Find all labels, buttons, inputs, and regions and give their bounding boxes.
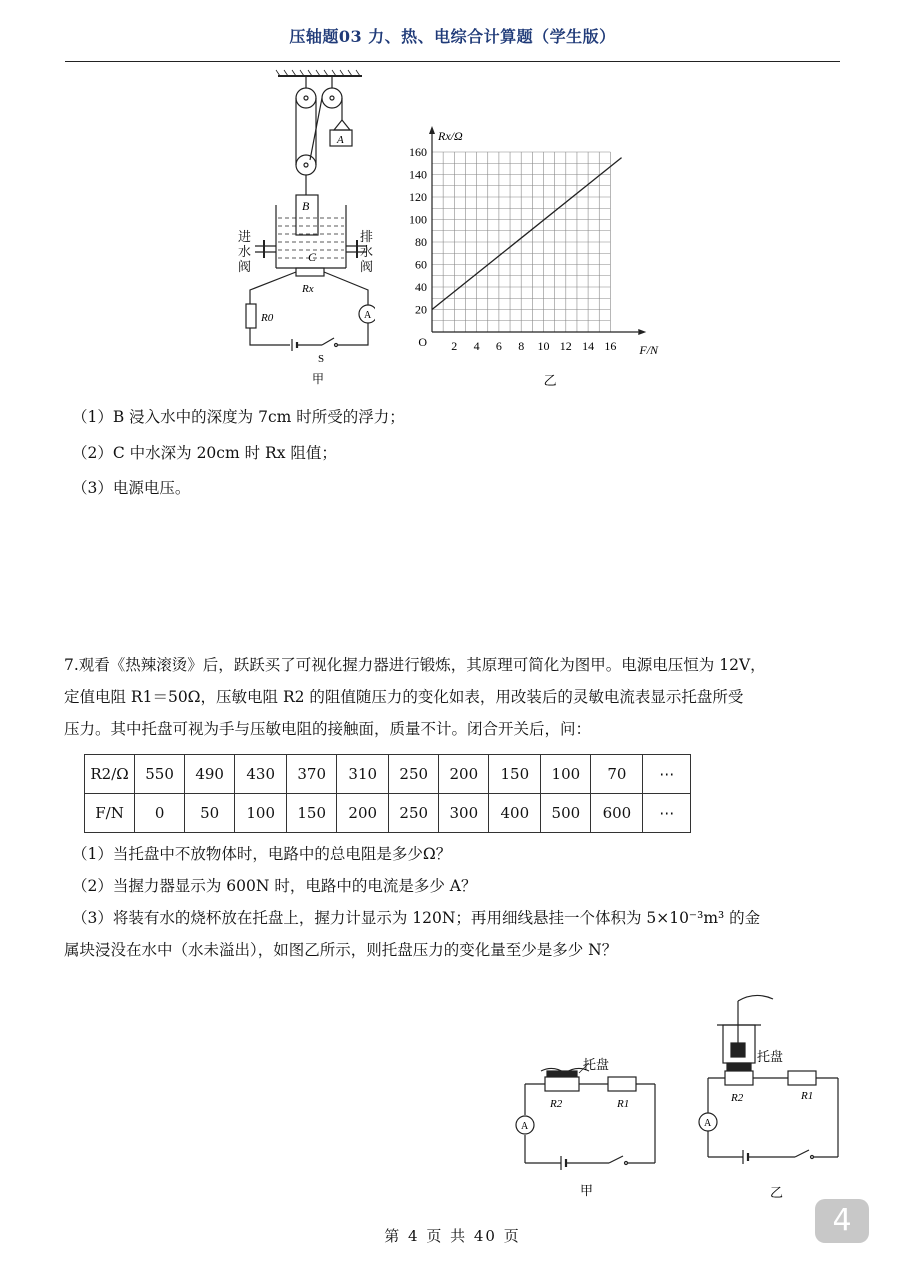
table-cell: 0 [135, 794, 185, 833]
caption-yi: 乙 [770, 1185, 784, 1200]
y-tick-label: 160 [409, 145, 427, 159]
r2-label-2: R2 [731, 1092, 744, 1104]
x-tick-label: 6 [495, 339, 502, 353]
page-footer: 第 4 页 共 40 页 [384, 1227, 521, 1245]
q6-item-3: （3）电源电压。 [72, 479, 191, 497]
q6-item-2: （2）C 中水深为 20cm 时 Rx 阻值； [72, 444, 337, 462]
y-tick-label: 140 [409, 167, 427, 182]
pulley-tank-figure [225, 68, 375, 388]
label-b: B [302, 199, 310, 213]
x-tick-label: 10 [537, 339, 550, 353]
switch-label: S [318, 353, 325, 365]
q6-item-1: （1）B 浸入水中的深度为 7cm 时所受的浮力； [72, 408, 405, 426]
page-header: 压轴题03 力、热、电综合计算题（学生版） [289, 27, 616, 46]
q7-intro-line-2: 定值电阻 R1＝50Ω，压敏电阻 R2 的阻值随压力的变化如表，用改装后的灵敏电流表显示托盘所受 [64, 688, 744, 706]
label-c: C [308, 250, 317, 264]
table-cell: ⋯ [643, 794, 691, 833]
q7-item-3-cont: 属块浸没在水中（水未溢出），如图乙所示，则托盘压力的变化量至少是多少 N？ [64, 941, 618, 959]
x-tick-label: 16 [604, 339, 617, 353]
table-cell: 490 [185, 755, 235, 794]
table-row [85, 794, 691, 833]
table-header-cell: F/N [85, 794, 135, 833]
r1-label-2: R1 [801, 1090, 814, 1102]
q7-item-1: （1）当托盘中不放物体时，电路中的总电阻是多少Ω？ [72, 845, 452, 863]
rx-force-chart [395, 125, 685, 390]
q7-questions [64, 838, 844, 966]
table-cell: 500 [541, 794, 591, 833]
ammeter-label-1: A [521, 1121, 529, 1132]
table-cell: 50 [185, 794, 235, 833]
table-cell: ⋯ [643, 755, 691, 794]
x-axis-label: F/N [639, 343, 659, 357]
table-cell: 100 [541, 755, 591, 794]
header-rule [65, 61, 840, 62]
table-cell: 200 [439, 755, 489, 794]
y-tick-label: 80 [415, 235, 427, 249]
y-tick-label: 20 [415, 302, 427, 317]
y-axis-label: Rx/Ω [438, 129, 463, 143]
table-cell: 100 [235, 794, 287, 833]
x-axis-arrow [638, 329, 646, 335]
inlet-valve-label: 进水阀 [238, 230, 252, 275]
table-cell: 600 [591, 794, 643, 833]
table-cell: 550 [135, 755, 185, 794]
label-a: A [337, 134, 344, 146]
fig1-caption: 甲 [312, 372, 325, 386]
table-cell: 250 [389, 755, 439, 794]
ammeter-label-2: A [704, 1118, 712, 1129]
table-cell: 150 [489, 755, 541, 794]
tray-label-1: 托盘 [583, 1057, 610, 1072]
table-cell: 200 [337, 794, 389, 833]
r2-force-table [84, 754, 691, 833]
x-tick-label: 12 [559, 339, 572, 353]
chart-caption: 乙 [543, 373, 557, 388]
table-cell: 370 [287, 755, 337, 794]
x-tick-label: 2 [451, 339, 458, 353]
table-cell: 300 [439, 794, 489, 833]
y-tick-label: 120 [409, 190, 427, 204]
y-tick-label: 100 [409, 212, 427, 227]
table-cell: 310 [337, 755, 389, 794]
table-cell: 430 [235, 755, 287, 794]
tray-label-2: 托盘 [757, 1049, 784, 1064]
q7-intro-line-3: 压力。其中托盘可视为手与压敏电阻的接触面，质量不计。闭合开关后，问： [64, 720, 592, 738]
x-tick-label: 4 [473, 339, 480, 353]
table-row [85, 755, 691, 794]
table-cell: 250 [389, 794, 439, 833]
table-cell: 150 [287, 794, 337, 833]
q7-item-3: （3）将装有水的烧杯放在托盘上，握力计显示为 120N；再用细线悬挂一个体积为 5×10⁻³m³ 的金 [72, 909, 761, 927]
x-tick-label: 8 [518, 339, 525, 353]
r2-label-1: R2 [550, 1098, 563, 1110]
table-cell: 70 [591, 755, 643, 794]
q7-intro [64, 649, 844, 745]
label-r0: R0 [261, 312, 274, 324]
table-header-cell: R2/Ω [85, 755, 135, 794]
table-cell: 400 [489, 794, 541, 833]
origin-label: O [418, 335, 427, 349]
caption-jia: 甲 [580, 1183, 594, 1198]
r1-label-1: R1 [617, 1098, 630, 1110]
y-axis-arrow [429, 126, 435, 134]
grip-circuit-figures [505, 985, 855, 1200]
outlet-valve-label: 排水阀 [360, 230, 374, 275]
q7-intro-line-1: 7.观看《热辣滚烫》后，跃跃买了可视化握力器进行锻炼，其原理可简化为图甲。电源电压恒为 12V， [64, 656, 766, 674]
y-tick-label: 60 [415, 257, 427, 272]
page-badge: 4 [815, 1199, 869, 1243]
x-tick-label: 14 [582, 339, 595, 353]
y-tick-label: 40 [415, 280, 427, 294]
q7-item-2: （2）当握力器显示为 600N 时，电路中的电流是多少 A？ [72, 877, 477, 895]
label-rx: Rx [302, 283, 314, 295]
ammeter-label: A [364, 310, 372, 321]
